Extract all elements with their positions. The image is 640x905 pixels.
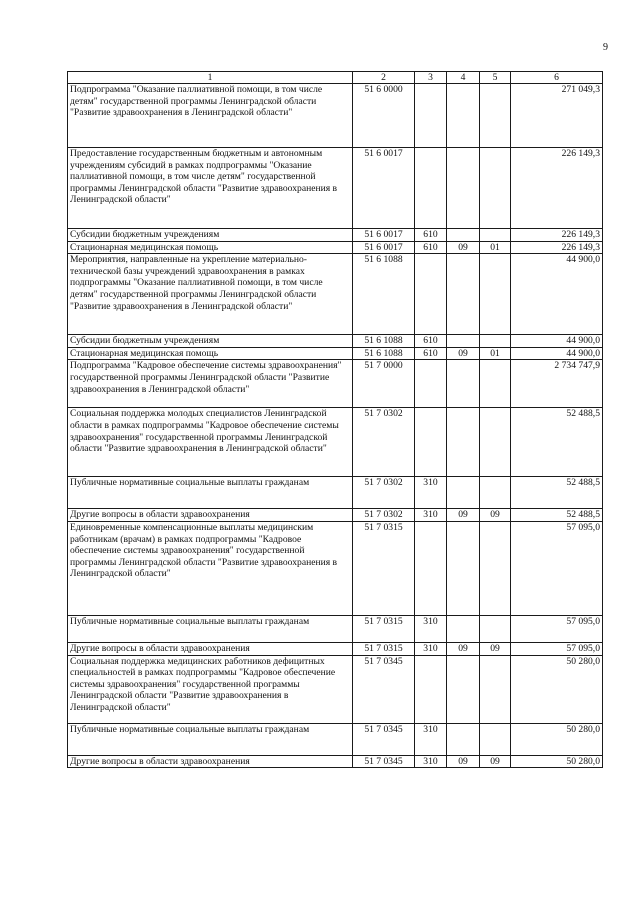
- row-vr-cell: [415, 360, 447, 408]
- table-row: [68, 347, 603, 360]
- row-rz-cell: [447, 229, 480, 242]
- row-name-cell: Публичные нормативные социальные выплаты гражданам: [68, 615, 353, 642]
- row-vr-cell: [415, 148, 447, 229]
- header-cell: 1: [68, 72, 353, 84]
- header-cell: 4: [447, 72, 480, 84]
- row-pr-cell: [480, 477, 511, 509]
- row-pr-cell: 01: [480, 241, 511, 254]
- row-code-cell: 51 6 0017: [353, 148, 415, 229]
- row-name-cell: Публичные нормативные социальные выплаты гражданам: [68, 477, 353, 509]
- row-rz-cell: 09: [447, 241, 480, 254]
- row-name-cell: Другие вопросы в области здравоохранения: [68, 642, 353, 655]
- row-name-cell: Другие вопросы в области здравоохранения: [68, 509, 353, 522]
- row-name-cell: Стационарная медицинская помощь: [68, 347, 353, 360]
- table-header-row: [68, 72, 603, 84]
- table-row: [68, 241, 603, 254]
- row-rz-cell: [447, 254, 480, 335]
- table-row: [68, 655, 603, 723]
- row-vr-cell: 610: [415, 241, 447, 254]
- row-rz-cell: [447, 84, 480, 148]
- row-code-cell: 51 7 0315: [353, 615, 415, 642]
- row-sum-cell: 44 900,0: [511, 347, 603, 360]
- row-sum-cell: 50 280,0: [511, 755, 603, 768]
- row-name-cell: Подпрограмма "Кадровое обеспечение системы здравоохранения" государственной программы Ленинградской области "Развитие здравоохранения в Ленинградской области": [68, 360, 353, 408]
- row-rz-cell: [447, 408, 480, 477]
- row-name-cell: Подпрограмма "Оказание паллиативной помощи, в том числе детям" государственной программы Ленинградской области "Развитие здравоохранения в Ленинградской области": [68, 84, 353, 148]
- row-sum-cell: 44 900,0: [511, 254, 603, 335]
- row-code-cell: 51 7 0315: [353, 642, 415, 655]
- row-name-cell: Единовременные компенсационные выплаты медицинским работникам (врачам) в рамках подпрограммы "Кадровое обеспечение системы здравоохранения" государственной программы Ленинградской области "Развитие здравоохранения в Ленинградской области": [68, 521, 353, 615]
- budget-table: [67, 71, 603, 768]
- header-cell: 5: [480, 72, 511, 84]
- row-vr-cell: 310: [415, 755, 447, 768]
- row-sum-cell: 50 280,0: [511, 723, 603, 755]
- row-rz-cell: [447, 335, 480, 348]
- row-vr-cell: [415, 521, 447, 615]
- row-rz-cell: [447, 360, 480, 408]
- row-rz-cell: 09: [447, 642, 480, 655]
- row-code-cell: 51 6 1088: [353, 347, 415, 360]
- row-sum-cell: 52 488,5: [511, 408, 603, 477]
- row-rz-cell: [447, 148, 480, 229]
- row-sum-cell: 57 095,0: [511, 615, 603, 642]
- row-code-cell: 51 7 0345: [353, 723, 415, 755]
- row-rz-cell: [447, 521, 480, 615]
- row-pr-cell: [480, 655, 511, 723]
- row-pr-cell: [480, 723, 511, 755]
- table-row: [68, 148, 603, 229]
- row-vr-cell: [415, 408, 447, 477]
- row-pr-cell: 09: [480, 755, 511, 768]
- header-cell: 2: [353, 72, 415, 84]
- row-vr-cell: 610: [415, 335, 447, 348]
- row-sum-cell: 2 734 747,9: [511, 360, 603, 408]
- row-name-cell: Публичные нормативные социальные выплаты гражданам: [68, 723, 353, 755]
- row-sum-cell: 226 149,3: [511, 229, 603, 242]
- table-row: [68, 615, 603, 642]
- row-name-cell: Мероприятия, направленные на укрепление материально-технической базы учреждений здравоохранения в рамках подпрограммы "Оказание паллиативной помощи, в том числе детям" государственной программы Ленинградской области "Развитие здравоохранения в Ленинградской области": [68, 254, 353, 335]
- row-sum-cell: 52 488,5: [511, 509, 603, 522]
- row-pr-cell: [480, 229, 511, 242]
- row-sum-cell: 226 149,3: [511, 148, 603, 229]
- row-sum-cell: 50 280,0: [511, 655, 603, 723]
- table-row: [68, 642, 603, 655]
- table-row: [68, 360, 603, 408]
- row-sum-cell: 226 149,3: [511, 241, 603, 254]
- row-rz-cell: 09: [447, 755, 480, 768]
- row-pr-cell: 09: [480, 642, 511, 655]
- table-row: [68, 408, 603, 477]
- header-cell: 3: [415, 72, 447, 84]
- row-code-cell: 51 7 0315: [353, 521, 415, 615]
- row-code-cell: 51 6 0017: [353, 241, 415, 254]
- row-pr-cell: [480, 360, 511, 408]
- table-row: [68, 84, 603, 148]
- row-code-cell: 51 7 0302: [353, 509, 415, 522]
- row-pr-cell: 09: [480, 509, 511, 522]
- row-name-cell: Предоставление государственным бюджетным и автономным учреждениям субсидий в рамках подпрограммы "Оказание паллиативной помощи, в том числе детям" государственной программы Ленинградской области "Развитие здравоохранения в Ленинградской области": [68, 148, 353, 229]
- row-rz-cell: 09: [447, 347, 480, 360]
- row-rz-cell: 09: [447, 509, 480, 522]
- row-code-cell: 51 7 0345: [353, 655, 415, 723]
- row-rz-cell: [447, 615, 480, 642]
- table-row: [68, 254, 603, 335]
- row-vr-cell: 310: [415, 642, 447, 655]
- row-vr-cell: [415, 84, 447, 148]
- row-pr-cell: [480, 408, 511, 477]
- row-pr-cell: [480, 254, 511, 335]
- row-pr-cell: [480, 615, 511, 642]
- table-row: [68, 229, 603, 242]
- row-vr-cell: [415, 254, 447, 335]
- row-name-cell: Социальная поддержка молодых специалистов Ленинградской области в рамках подпрограммы "Кадровое обеспечение системы здравоохранения" государственной программы Ленинградской области "Развитие здравоохранения в Ленинградской области": [68, 408, 353, 477]
- row-vr-cell: [415, 655, 447, 723]
- row-code-cell: 51 7 0302: [353, 408, 415, 477]
- row-name-cell: Социальная поддержка медицинских работников дефицитных специальностей в рамках подпрограммы "Кадровое обеспечение системы здравоохранения" государственной программы Ленинградской области "Развитие здравоохранения в Ленинградской области": [68, 655, 353, 723]
- row-name-cell: Другие вопросы в области здравоохранения: [68, 755, 353, 768]
- row-sum-cell: 271 049,3: [511, 84, 603, 148]
- header-cell: 6: [511, 72, 603, 84]
- page-number: 9: [603, 42, 608, 53]
- table-row: [68, 509, 603, 522]
- row-pr-cell: 01: [480, 347, 511, 360]
- row-code-cell: 51 6 0000: [353, 84, 415, 148]
- row-rz-cell: [447, 655, 480, 723]
- row-name-cell: Стационарная медицинская помощь: [68, 241, 353, 254]
- row-sum-cell: 57 095,0: [511, 521, 603, 615]
- row-vr-cell: 310: [415, 615, 447, 642]
- row-pr-cell: [480, 84, 511, 148]
- row-code-cell: 51 7 0000: [353, 360, 415, 408]
- row-rz-cell: [447, 477, 480, 509]
- table-row: [68, 755, 603, 768]
- table-body: [68, 72, 603, 768]
- row-sum-cell: 57 095,0: [511, 642, 603, 655]
- row-code-cell: 51 6 1088: [353, 254, 415, 335]
- row-vr-cell: 310: [415, 509, 447, 522]
- row-sum-cell: 52 488,5: [511, 477, 603, 509]
- row-vr-cell: 610: [415, 347, 447, 360]
- table-row: [68, 477, 603, 509]
- row-vr-cell: 610: [415, 229, 447, 242]
- row-code-cell: 51 7 0345: [353, 755, 415, 768]
- row-code-cell: 51 6 1088: [353, 335, 415, 348]
- row-sum-cell: 44 900,0: [511, 335, 603, 348]
- row-pr-cell: [480, 335, 511, 348]
- table-row: [68, 723, 603, 755]
- row-pr-cell: [480, 521, 511, 615]
- row-rz-cell: [447, 723, 480, 755]
- row-name-cell: Субсидии бюджетным учреждениям: [68, 335, 353, 348]
- row-pr-cell: [480, 148, 511, 229]
- row-vr-cell: 310: [415, 477, 447, 509]
- table-row: [68, 335, 603, 348]
- table-row: [68, 521, 603, 615]
- row-name-cell: Субсидии бюджетным учреждениям: [68, 229, 353, 242]
- row-code-cell: 51 7 0302: [353, 477, 415, 509]
- row-code-cell: 51 6 0017: [353, 229, 415, 242]
- row-vr-cell: 310: [415, 723, 447, 755]
